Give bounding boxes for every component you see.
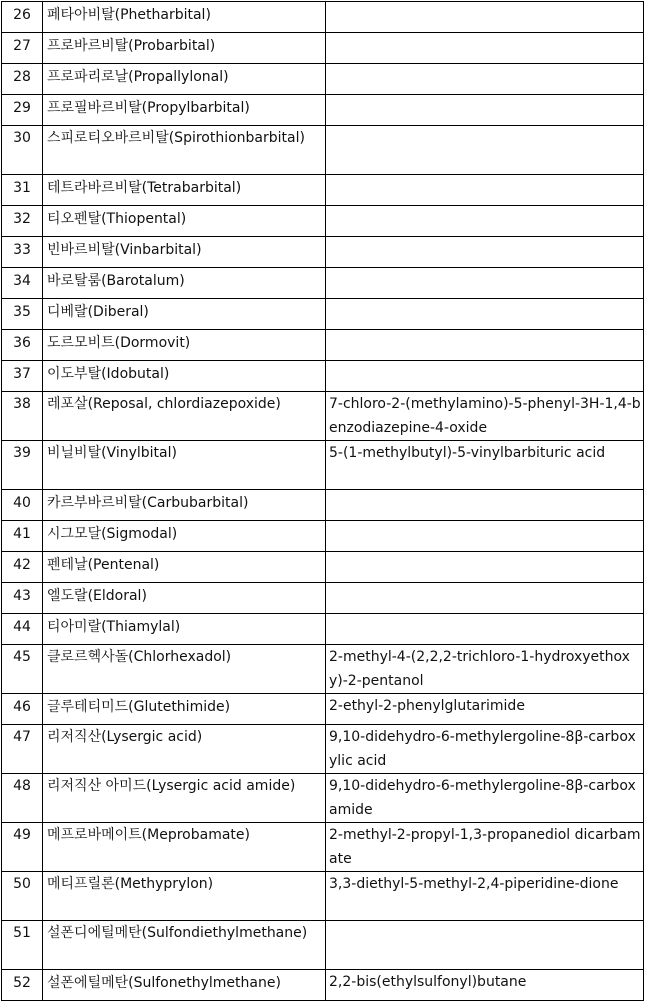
substance-name: 빈바르비탈(Vinbarbital)	[43, 237, 326, 268]
table-row	[2, 921, 644, 970]
row-number: 28	[2, 64, 43, 95]
chemical-name	[326, 64, 644, 95]
substance-name: 프로바르비탈(Probarbital)	[43, 33, 326, 64]
row-number: 45	[2, 645, 43, 694]
row-number: 43	[2, 583, 43, 614]
chemical-name	[326, 237, 644, 268]
row-number: 39	[2, 441, 43, 490]
substance-name: 카르부바르비탈(Carbubarbital)	[43, 490, 326, 521]
chemical-name: 2-methyl-4-(2,2,2-trichloro-1-hydroxyethoxy)-2-pentanol	[326, 645, 644, 694]
table-row	[2, 299, 644, 330]
row-number: 42	[2, 552, 43, 583]
chemical-name	[326, 175, 644, 206]
table-row	[2, 552, 644, 583]
chemical-name	[326, 33, 644, 64]
row-number: 38	[2, 392, 43, 441]
row-number: 50	[2, 872, 43, 921]
substance-name: 엘도랄(Eldoral)	[43, 583, 326, 614]
row-number: 44	[2, 614, 43, 645]
substance-name: 클로르헥사돌(Chlorhexadol)	[43, 645, 326, 694]
substance-name: 티아미랄(Thiamylal)	[43, 614, 326, 645]
table-row	[2, 872, 644, 921]
substance-name: 프로필바르비탈(Propylbarbital)	[43, 95, 326, 126]
chemical-name: 2,2-bis(ethylsulfonyl)butane	[326, 970, 644, 1001]
substance-name: 레포살(Reposal, chlordiazepoxide)	[43, 392, 326, 441]
table-row	[2, 725, 644, 774]
row-number: 29	[2, 95, 43, 126]
substance-name: 글루테티미드(Glutethimide)	[43, 694, 326, 725]
chemical-name	[326, 583, 644, 614]
chemical-name	[326, 2, 644, 33]
substance-name: 프로파리로날(Propallylonal)	[43, 64, 326, 95]
row-number: 41	[2, 521, 43, 552]
substance-name: 이도부탈(Idobutal)	[43, 361, 326, 392]
substance-name: 디베랄(Diberal)	[43, 299, 326, 330]
chemical-name	[326, 490, 644, 521]
row-number: 31	[2, 175, 43, 206]
chemical-name	[326, 268, 644, 299]
substance-name: 리저직산(Lysergic acid)	[43, 725, 326, 774]
chemical-name	[326, 361, 644, 392]
table-row	[2, 645, 644, 694]
table-row	[2, 490, 644, 521]
table-row	[2, 33, 644, 64]
table-row	[2, 126, 644, 175]
table-row	[2, 2, 644, 33]
row-number: 52	[2, 970, 43, 1001]
chemical-name	[326, 552, 644, 583]
substance-name: 설폰디에틸메탄(Sulfondiethylmethane)	[43, 921, 326, 970]
table-row	[2, 237, 644, 268]
row-number: 46	[2, 694, 43, 725]
table-row	[2, 521, 644, 552]
row-number: 32	[2, 206, 43, 237]
substance-table-body	[2, 2, 644, 1001]
table-row	[2, 361, 644, 392]
table-row	[2, 694, 644, 725]
row-number: 40	[2, 490, 43, 521]
substance-name: 도르모비트(Dormovit)	[43, 330, 326, 361]
substance-name: 비닐비탈(Vinylbital)	[43, 441, 326, 490]
row-number: 35	[2, 299, 43, 330]
row-number: 30	[2, 126, 43, 175]
chemical-name: 2-methyl-2-propyl-1,3-propanediol dicarbamate	[326, 823, 644, 872]
row-number: 26	[2, 2, 43, 33]
row-number: 47	[2, 725, 43, 774]
row-number: 36	[2, 330, 43, 361]
row-number: 37	[2, 361, 43, 392]
substance-name: 시그모달(Sigmodal)	[43, 521, 326, 552]
substance-name: 바로탈룸(Barotalum)	[43, 268, 326, 299]
table-row	[2, 64, 644, 95]
row-number: 34	[2, 268, 43, 299]
substance-name: 테트라바르비탈(Tetrabarbital)	[43, 175, 326, 206]
chemical-name	[326, 126, 644, 175]
row-number: 33	[2, 237, 43, 268]
row-number: 27	[2, 33, 43, 64]
chemical-name: 5-(1-methylbutyl)-5-vinylbarbituric acid	[326, 441, 644, 490]
table-row	[2, 175, 644, 206]
table-row	[2, 970, 644, 1001]
chemical-name	[326, 921, 644, 970]
table-row	[2, 614, 644, 645]
row-number: 51	[2, 921, 43, 970]
table-row	[2, 268, 644, 299]
table-row	[2, 823, 644, 872]
chemical-name	[326, 330, 644, 361]
table-row	[2, 441, 644, 490]
table-row	[2, 583, 644, 614]
substance-name: 메프로바메이트(Meprobamate)	[43, 823, 326, 872]
substance-name: 메티프릴론(Methyprylon)	[43, 872, 326, 921]
chemical-name	[326, 299, 644, 330]
table-row	[2, 95, 644, 126]
substance-name: 리저직산 아미드(Lysergic acid amide)	[43, 774, 326, 823]
chemical-name: 9,10-didehydro-6-methylergoline-8β-carboxamide	[326, 774, 644, 823]
table-row	[2, 392, 644, 441]
chemical-name	[326, 521, 644, 552]
chemical-name: 2-ethyl-2-phenylglutarimide	[326, 694, 644, 725]
substance-name: 페타아비탈(Phetharbital)	[43, 2, 326, 33]
chemical-name	[326, 95, 644, 126]
chemical-name	[326, 614, 644, 645]
substance-name: 티오펜탈(Thiopental)	[43, 206, 326, 237]
table-row	[2, 774, 644, 823]
substance-name: 펜테날(Pentenal)	[43, 552, 326, 583]
row-number: 49	[2, 823, 43, 872]
chemical-name: 3,3-diethyl-5-methyl-2,4-piperidine-dione	[326, 872, 644, 921]
chemical-name	[326, 206, 644, 237]
substance-name: 스피로티오바르비탈(Spirothionbarbital)	[43, 126, 326, 175]
row-number: 48	[2, 774, 43, 823]
substance-name: 설폰에틸메탄(Sulfonethylmethane)	[43, 970, 326, 1001]
table-row	[2, 206, 644, 237]
chemical-name: 7-chloro-2-(methylamino)-5-phenyl-3H-1,4-benzodiazepine-4-oxide	[326, 392, 644, 441]
substance-table	[1, 1, 644, 1001]
chemical-name: 9,10-didehydro-6-methylergoline-8β-carboxylic acid	[326, 725, 644, 774]
table-row	[2, 330, 644, 361]
